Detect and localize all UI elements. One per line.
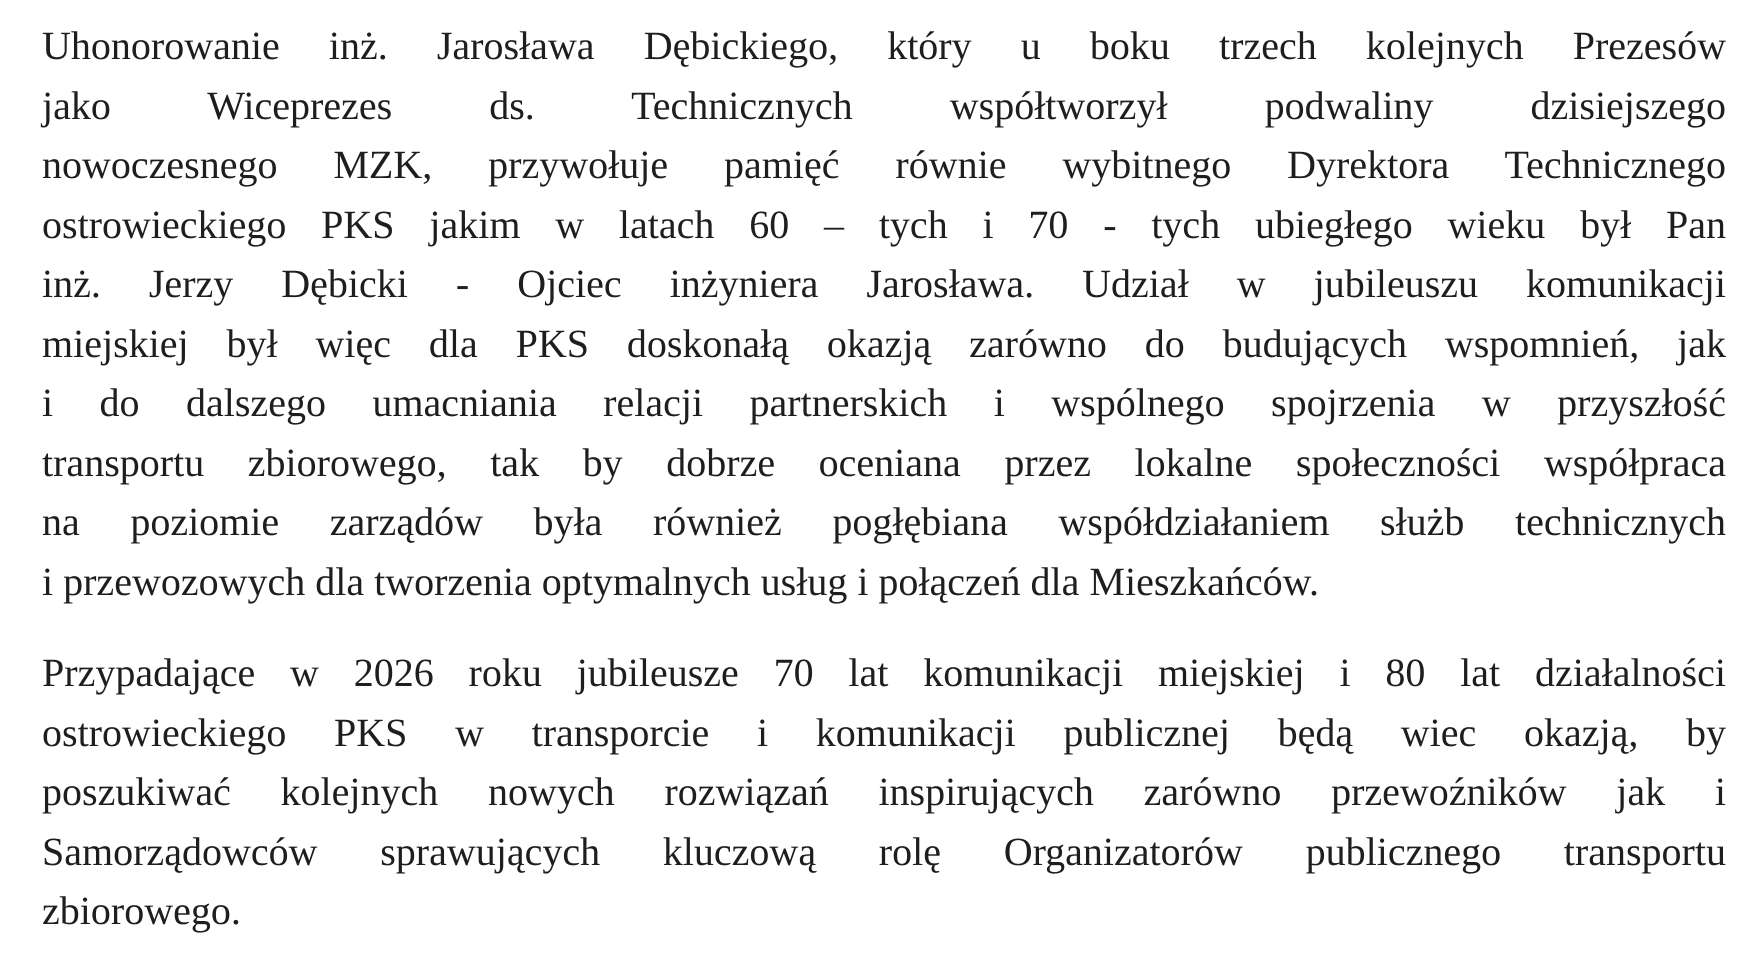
paragraph-line: na poziomie zarządów była również pogłębiana współdziałaniem służb technicznych (42, 499, 1726, 544)
paragraph-line: Samorządowców sprawujących kluczową rolę Organizatorów publicznego transportu (42, 828, 1726, 874)
paragraph-line: transportu zbiorowego, tak by dobrze oceniana przez lokalne społeczności współpraca (42, 439, 1726, 485)
paragraph-line: poszukiwać kolejnych nowych rozwiązań inspirujących zarówno przewoźników jak i (42, 769, 1726, 814)
paragraph-line: i przewozowych dla tworzenia optymalnych usług i połączeń dla Mieszkańców. (42, 558, 1319, 604)
paragraph-line: ostrowieckiego PKS jakim w latach 60 – tych i 70 - tych ubiegłego wieku był Pan (42, 201, 1726, 247)
paragraph-line: miejskiej był więc dla PKS doskonałą okazją zarówno do budujących wspomnień, jak (42, 320, 1726, 366)
paragraph-line: Przypadające w 2026 roku jubileusze 70 lat komunikacji miejskiej i 80 lat działalności (42, 650, 1726, 695)
paragraph-2 (42, 643, 1726, 941)
document-page (42, 16, 1726, 941)
paragraph-1 (42, 16, 1726, 611)
paragraph-line: Uhonorowanie inż. Jarosława Dębickiego, który u boku trzech kolejnych Prezesów (42, 23, 1726, 68)
paragraph-line: inż. Jerzy Dębicki - Ojciec inżyniera Jarosława. Udział w jubileuszu komunikacji (42, 261, 1726, 306)
paragraph-line: nowoczesnego MZK, przywołuje pamięć równie wybitnego Dyrektora Technicznego (42, 142, 1726, 187)
paragraph-line: ostrowieckiego PKS w transporcie i komunikacji publicznej będą wiec okazją, by (42, 709, 1726, 755)
paragraph-line: zbiorowego. (42, 888, 241, 933)
paragraph-line: jako Wiceprezes ds. Technicznych współtworzył podwaliny dzisiejszego (42, 82, 1726, 128)
paragraph-line: i do dalszego umacniania relacji partnerskich i wspólnego spojrzenia w przyszłość (42, 380, 1726, 425)
